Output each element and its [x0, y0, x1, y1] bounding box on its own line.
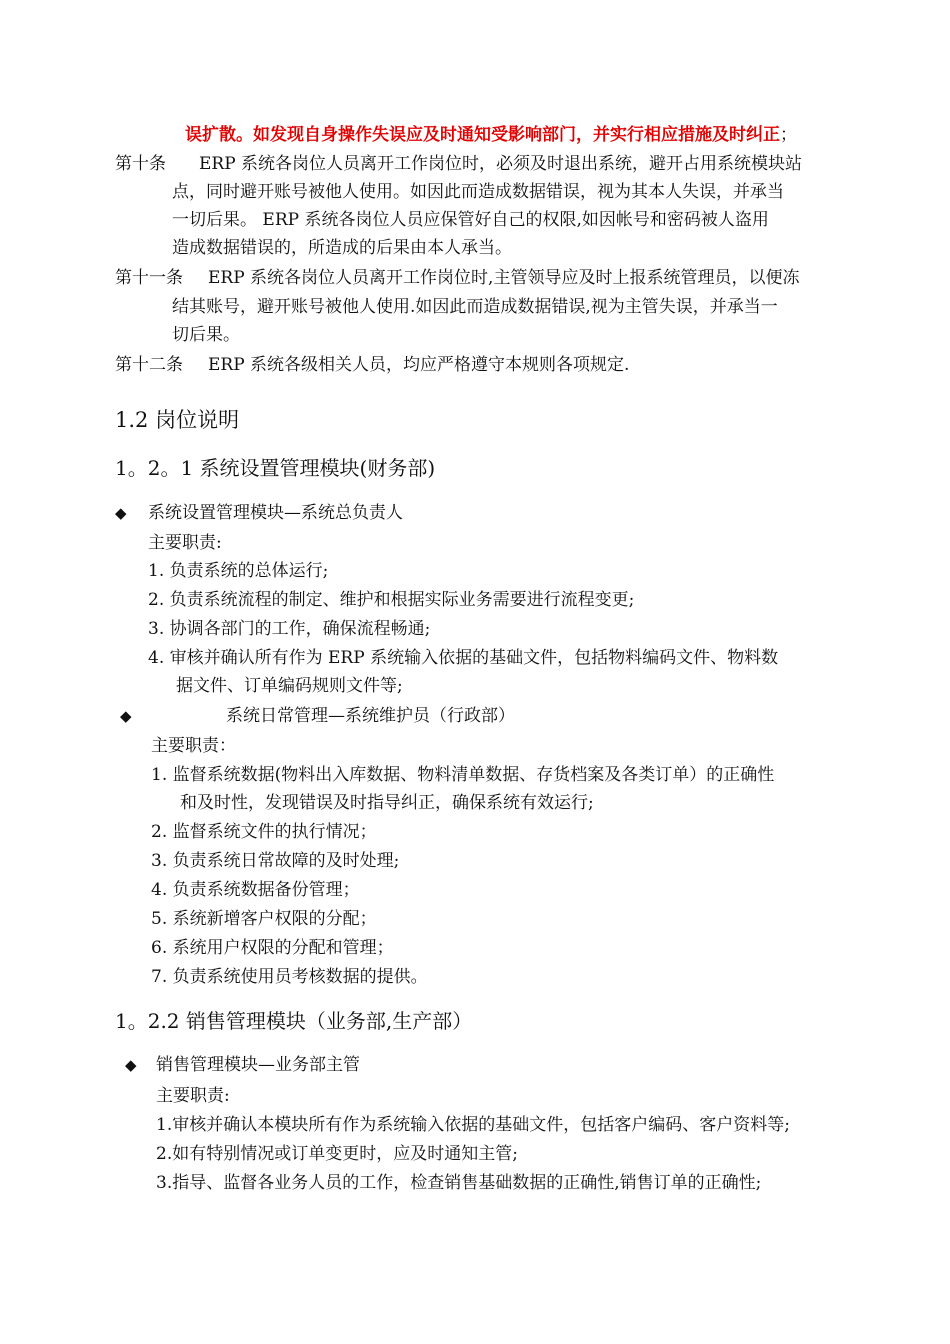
diamond-bullet-icon: ◆ — [120, 707, 132, 725]
article-10-line-2: 点，同时避开账号被他人使用。如因此而造成数据错误，视为其本人失误，并承当 — [172, 182, 784, 202]
bullet-1-item-3: 3. 协调各部门的工作，确保流程畅通; — [148, 619, 431, 639]
bullet-2-item-6: 6. 系统用户权限的分配和管理； — [151, 938, 394, 958]
bullet-1-item-4-cont: 据文件、订单编码规则文件等; — [176, 676, 403, 696]
bullet-2-item-5: 5. 系统新增客户权限的分配； — [151, 909, 377, 929]
bullet-3-item-1: 1.审核并确认本模块所有作为系统输入依据的基础文件，包括客户编码、客户资料等; — [156, 1115, 790, 1135]
bullet-2-item-1: 1. 监督系统数据(物料出入库数据、物料清单数据、存货档案及各类订单）的正确性 — [151, 765, 775, 785]
bullet-2-item-4: 4. 负责系统数据备份管理； — [151, 880, 360, 900]
bullet-2-item-2: 2. 监督系统文件的执行情况； — [151, 822, 377, 842]
diamond-bullet-icon: ◆ — [115, 504, 127, 522]
bullet-1-item-1: 1. 负责系统的总体运行; — [148, 561, 329, 581]
red-emphasis-tail: ； — [780, 125, 797, 145]
article-10-line-1: ERP 系统各岗位人员离开工作岗位时，必须及时退出系统，避开占用系统模块站 — [199, 154, 803, 174]
bullet-3-item-2: 2.如有特别情况或订单变更时，应及时通知主管; — [156, 1144, 518, 1164]
diamond-bullet-icon: ◆ — [125, 1056, 137, 1074]
section-1-2-1-heading: 1。2。1 系统设置管理模块(财务部) — [115, 456, 436, 480]
bullet-2-item-3: 3. 负责系统日常故障的及时处理; — [151, 851, 400, 871]
bullet-1-title: 系统设置管理模块—系统总负责人 — [148, 503, 403, 523]
bullet-1-duty-label: 主要职责: — [148, 533, 222, 553]
section-1-2-heading: 1.2 岗位说明 — [115, 408, 240, 432]
article-11-line-1: ERP 系统各岗位人员离开工作岗位时,主管领导应及时上报系统管理员，以便冻 — [208, 268, 800, 288]
bullet-2-title: 系统日常管理—系统维护员（行政部） — [226, 706, 515, 726]
article-10-label: 第十条 — [115, 154, 166, 174]
bullet-3-item-3: 3.指导、监督各业务人员的工作，检查销售基础数据的正确性,销售订单的正确性; — [156, 1173, 762, 1193]
bullet-2-duty-label: 主要职责： — [151, 736, 236, 756]
red-emphasis-text: 误扩散。如发现自身操作失误应及时通知受影响部门，并实行相应措施及时纠正 — [185, 125, 780, 145]
bullet-1-item-4: 4. 审核并确认所有作为 ERP 系统输入依据的基础文件，包括物料编码文件、物料数 — [148, 648, 779, 668]
article-12-label: 第十二条 — [115, 355, 183, 375]
red-emphasis-line — [185, 124, 797, 146]
section-1-2-2-heading: 1。2.2 销售管理模块（业务部,生产部） — [115, 1009, 473, 1033]
article-11-label: 第十一条 — [115, 268, 183, 288]
bullet-2-item-1-cont: 和及时性，发现错误及时指导纠正，确保系统有效运行; — [180, 793, 594, 813]
article-11-line-2: 结其账号，避开账号被他人使用.如因此而造成数据错误,视为主管失误，并承当一 — [172, 297, 778, 317]
article-11-line-3: 切后果。 — [172, 325, 240, 345]
bullet-3-title: 销售管理模块—业务部主管 — [156, 1055, 360, 1075]
bullet-2-item-7: 7. 负责系统使用员考核数据的提供。 — [151, 967, 428, 987]
bullet-3-duty-label: 主要职责: — [156, 1086, 230, 1106]
article-10-line-4: 造成数据错误的，所造成的后果由本人承当。 — [172, 238, 512, 258]
article-10-line-3: 一切后果。 ERP 系统各岗位人员应保管好自己的权限,如因帐号和密码被人盗用 — [172, 210, 769, 230]
article-12-line-1: ERP 系统各级相关人员，均应严格遵守本规则各项规定. — [208, 355, 630, 375]
bullet-1-item-2: 2. 负责系统流程的制定、维护和根据实际业务需要进行流程变更; — [148, 590, 635, 610]
